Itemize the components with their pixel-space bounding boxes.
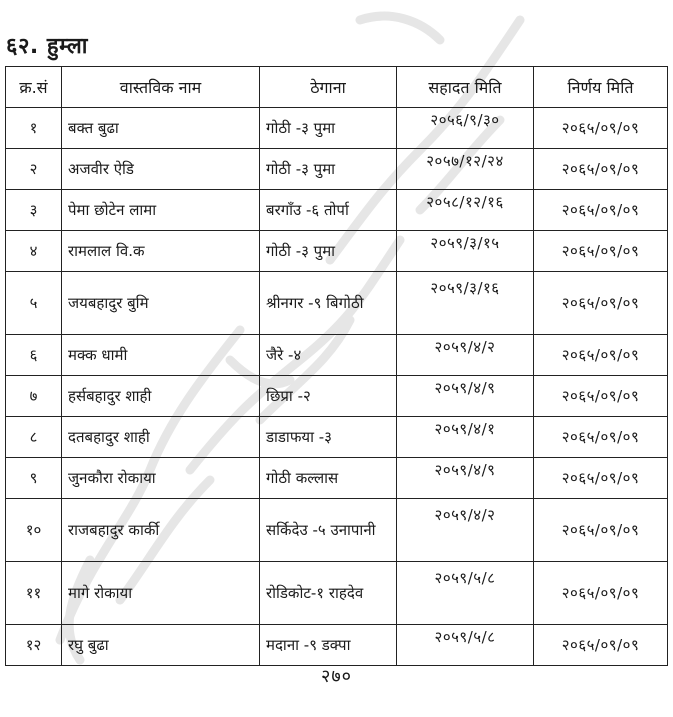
cell-sn: ९ bbox=[6, 458, 62, 499]
cell-address: श्रीनगर -९ बिगोठी bbox=[260, 272, 397, 335]
cell-address: गोठी कल्लास bbox=[260, 458, 397, 499]
cell-name: मक्क धामी bbox=[62, 335, 260, 376]
table-row bbox=[6, 149, 668, 190]
cell-martyr-date: २०५६/९/३० bbox=[397, 108, 534, 149]
cell-address: गोठी -३ पुमा bbox=[260, 231, 397, 272]
cell-address: रोडिकोट-१ राहदेव bbox=[260, 562, 397, 625]
table-row bbox=[6, 458, 668, 499]
cell-name: रामलाल वि.क bbox=[62, 231, 260, 272]
cell-martyr-date: २०५९/५/८ bbox=[397, 625, 534, 666]
cell-sn: १० bbox=[6, 499, 62, 562]
cell-name: पेमा छोटेन लामा bbox=[62, 190, 260, 231]
cell-address: सर्किदेउ -५ उनापानी bbox=[260, 499, 397, 562]
table-row bbox=[6, 376, 668, 417]
cell-martyr-date: २०५९/४/९ bbox=[397, 376, 534, 417]
cell-sn: १ bbox=[6, 108, 62, 149]
cell-address: बरगाँउ -६ तोर्पा bbox=[260, 190, 397, 231]
cell-decision-date: २०६५/०९/०९ bbox=[534, 625, 668, 666]
cell-martyr-date: २०५९/३/१५ bbox=[397, 231, 534, 272]
section-heading: ६२. हुम्ला bbox=[6, 34, 88, 59]
cell-address: गोठी -३ पुमा bbox=[260, 149, 397, 190]
cell-decision-date: २०६५/०९/०९ bbox=[534, 376, 668, 417]
cell-decision-date: २०६५/०९/०९ bbox=[534, 190, 668, 231]
cell-martyr-date: २०५९/४/१ bbox=[397, 417, 534, 458]
cell-sn: ८ bbox=[6, 417, 62, 458]
cell-decision-date: २०६५/०९/०९ bbox=[534, 458, 668, 499]
cell-decision-date: २०६५/०९/०९ bbox=[534, 417, 668, 458]
cell-name: दतबहादुर शाही bbox=[62, 417, 260, 458]
cell-decision-date: २०६५/०९/०९ bbox=[534, 231, 668, 272]
cell-address: गोठी -३ पुमा bbox=[260, 108, 397, 149]
table-row bbox=[6, 108, 668, 149]
cell-name: मागे रोकाया bbox=[62, 562, 260, 625]
cell-decision-date: २०६५/०९/०९ bbox=[534, 108, 668, 149]
cell-martyr-date: २०५७/१२/२४ bbox=[397, 149, 534, 190]
table-row bbox=[6, 190, 668, 231]
cell-sn: ६ bbox=[6, 335, 62, 376]
cell-martyr-date: २०५९/४/९ bbox=[397, 458, 534, 499]
cell-name: राजबहादुर कार्की bbox=[62, 499, 260, 562]
column-header-address: ठेगाना bbox=[260, 67, 397, 108]
table-row bbox=[6, 562, 668, 625]
cell-sn: १२ bbox=[6, 625, 62, 666]
cell-martyr-date: २०५९/४/२ bbox=[397, 499, 534, 562]
cell-name: रघु बुढा bbox=[62, 625, 260, 666]
column-header-sn: क्र.सं bbox=[6, 67, 62, 108]
cell-address: डाडाफया -३ bbox=[260, 417, 397, 458]
column-header-martyr-date: सहादत मिति bbox=[397, 67, 534, 108]
table-row bbox=[6, 625, 668, 666]
cell-decision-date: २०६५/०९/०९ bbox=[534, 272, 668, 335]
cell-martyr-date: २०५९/३/१६ bbox=[397, 272, 534, 335]
cell-sn: ३ bbox=[6, 190, 62, 231]
cell-name: जयबहादुर बुमि bbox=[62, 272, 260, 335]
cell-martyr-date: २०५९/४/२ bbox=[397, 335, 534, 376]
cell-address: छिप्रा -२ bbox=[260, 376, 397, 417]
cell-sn: ७ bbox=[6, 376, 62, 417]
table-row bbox=[6, 272, 668, 335]
cell-decision-date: २०६५/०९/०९ bbox=[534, 499, 668, 562]
cell-sn: ४ bbox=[6, 231, 62, 272]
cell-name: हर्सबहादुर शाही bbox=[62, 376, 260, 417]
cell-name: जुनकौरा रोकाया bbox=[62, 458, 260, 499]
cell-decision-date: २०६५/०९/०९ bbox=[534, 335, 668, 376]
page-number: २७० bbox=[320, 666, 353, 687]
cell-address: मदाना -९ डक्पा bbox=[260, 625, 397, 666]
table-row bbox=[6, 231, 668, 272]
cell-decision-date: २०६५/०९/०९ bbox=[534, 149, 668, 190]
cell-name: अजवीर ऐडि bbox=[62, 149, 260, 190]
table-row bbox=[6, 335, 668, 376]
cell-martyr-date: २०५९/५/८ bbox=[397, 562, 534, 625]
table-row bbox=[6, 417, 668, 458]
cell-sn: २ bbox=[6, 149, 62, 190]
table-header-row bbox=[6, 67, 668, 108]
column-header-name: वास्तविक नाम bbox=[62, 67, 260, 108]
cell-name: बक्त बुढा bbox=[62, 108, 260, 149]
column-header-decision-date: निर्णय मिति bbox=[534, 67, 668, 108]
table-row bbox=[6, 499, 668, 562]
cell-martyr-date: २०५८/१२/१६ bbox=[397, 190, 534, 231]
martyrs-table bbox=[5, 66, 668, 666]
cell-sn: ५ bbox=[6, 272, 62, 335]
cell-decision-date: २०६५/०९/०९ bbox=[534, 562, 668, 625]
cell-sn: ११ bbox=[6, 562, 62, 625]
cell-address: जैरे -४ bbox=[260, 335, 397, 376]
